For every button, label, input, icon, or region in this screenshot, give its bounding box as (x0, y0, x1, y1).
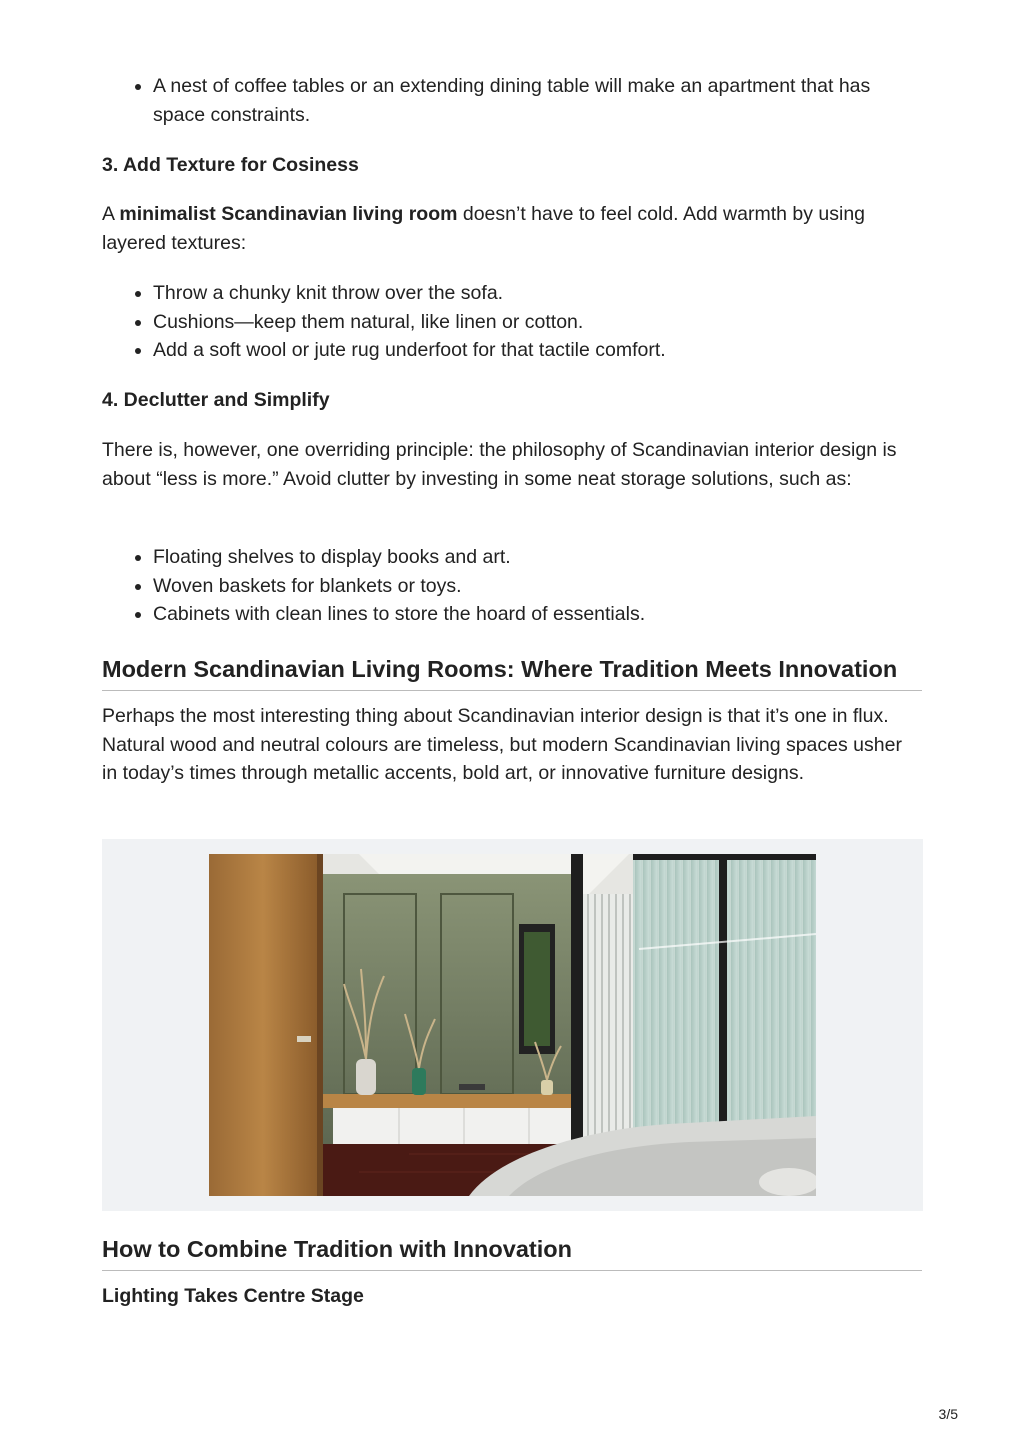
list-item: Add a soft wool or jute rug underfoot for that tactile comfort. (153, 336, 666, 365)
bedroom-interior-image (209, 854, 816, 1196)
link-minimalist-living-room: minimalist Scandinavian living room (119, 203, 458, 225)
heading-add-texture: 3. Add Texture for Cosiness (102, 154, 359, 176)
paragraph-modern-intro: Perhaps the most interesting thing about Scandinavian interior design is that it’s one in flux. Natural wood and neutral colours are timeless, but modern Scandinavian living spaces usher in today’s times through metallic accents, bold art, or innovative furniture designs. (102, 705, 902, 785)
heading-combine-tradition: How to Combine Tradition with Innovation (102, 1234, 922, 1271)
list-item: A nest of coffee tables or an extending dining table will make an apartment that has space constraints. (153, 72, 923, 129)
figure-bedroom-image (102, 839, 923, 1211)
list-item: Throw a chunky knit throw over the sofa. (153, 279, 666, 308)
bullet-list-space-saving (102, 72, 973, 129)
list-item: Cabinets with clean lines to store the hoard of essentials. (153, 600, 645, 629)
bullet-list-textures (102, 279, 666, 365)
heading-declutter: 4. Declutter and Simplify (102, 389, 330, 411)
list-item: Floating shelves to display books and art. (153, 543, 645, 572)
paragraph-declutter-intro: There is, however, one overriding principle: the philosophy of Scandinavian interior design is about “less is more.” Avoid clutter by investing in some neat storage solutions, such as: (102, 439, 897, 490)
list-item: Woven baskets for blankets or toys. (153, 572, 645, 601)
heading-lighting: Lighting Takes Centre Stage (102, 1285, 364, 1307)
page-number: 3/5 (938, 1406, 958, 1422)
heading-modern-scandinavian: Modern Scandinavian Living Rooms: Where Tradition Meets Innovation (102, 654, 922, 691)
paragraph-texture-intro: A minimalist Scandinavian living room doesn’t have to feel cold. Add warmth by using layered textures: (102, 203, 866, 254)
bullet-list-storage (102, 543, 645, 629)
list-item: Cushions—keep them natural, like linen or cotton. (153, 308, 666, 337)
